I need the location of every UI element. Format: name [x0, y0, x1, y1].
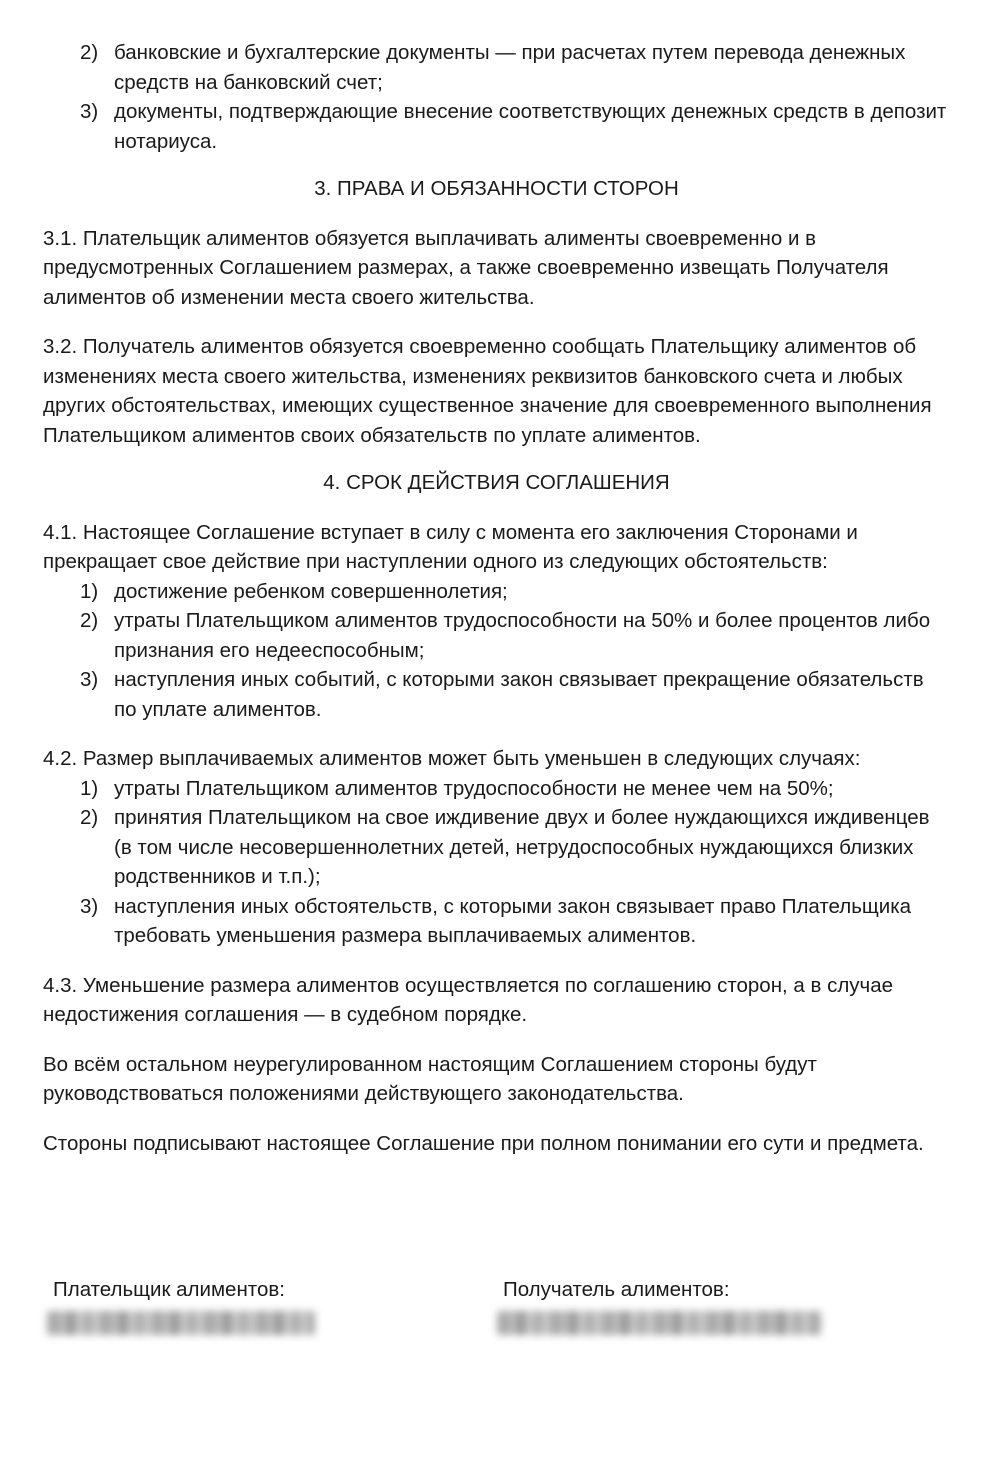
closing-paragraph-1: Во всём остальном неурегулированном настоящим Соглашением стороны будут руководствоваться положениями действующего законодательства.: [43, 1052, 817, 1105]
list-item: [43, 892, 950, 951]
signature-block: [53, 1275, 953, 1335]
clause-4-2: 4.2. Размер выплачиваемых алиментов может быть уменьшен в следующих случаях:: [43, 747, 861, 770]
list-item-text: документы, подтверждающие внесение соответствующих денежных средств в депозит нотариуса.: [114, 100, 947, 153]
list-item-text: наступления иных обстоятельств, с которыми закон связывает право Плательщика требовать уменьшения размера выплачиваемых алиментов.: [114, 894, 912, 947]
list-item: [43, 803, 950, 892]
recipient-name-redacted: [497, 1311, 821, 1335]
clause-4-2-block: [43, 744, 950, 951]
list-item-number: 2): [80, 609, 99, 632]
section-4-title: 4. СРОК ДЕЙСТВИЯ СОГЛАШЕНИЯ: [323, 471, 670, 494]
list-item-text: принятия Плательщиком на свое иждивение двух и более нуждающихся иждивенцев (в том числе несовершеннолетних детей, нетрудоспособных нуждающихся близких родственников и т.п.);: [114, 806, 930, 888]
payer-signature: [53, 1275, 503, 1335]
list-item-number: 3): [80, 668, 99, 691]
list-item-number: 2): [80, 41, 99, 64]
list-item-text: утраты Плательщиком алиментов трудоспособности не менее чем на 50%;: [114, 776, 834, 800]
clause-3-1: 3.1. Плательщик алиментов обязуется выплачивать алименты своевременно и в предусмотренных Соглашением размерах, а также своевременно извещать Получателя алиментов об изменении места своего жительства.: [43, 226, 889, 309]
recipient-label: Получатель алиментов:: [503, 1278, 730, 1301]
list-item: [43, 577, 950, 607]
list-item-number: 3): [80, 100, 99, 123]
list-item-text: наступления иных событий, с которыми закон связывает прекращение обязательств по уплате алиментов.: [114, 668, 924, 721]
list-item-number: 3): [80, 894, 99, 918]
list-item-text: утраты Плательщиком алиментов трудоспособности на 50% и более процентов либо признания его недееспособным;: [114, 609, 931, 662]
list-item-number: 1): [80, 776, 99, 800]
clause-4-2-list: [43, 774, 950, 951]
recipient-signature: [503, 1275, 953, 1335]
list-item-text: банковские и бухгалтерские документы — при расчетах путем перевода денежных средств на банковский счет;: [114, 41, 906, 94]
list-item-text: достижение ребенком совершеннолетия;: [114, 579, 508, 603]
list-item: [43, 774, 950, 804]
list-item: [43, 38, 950, 97]
list-item-number: 2): [80, 806, 99, 829]
list-item-number: 1): [80, 579, 99, 603]
list-item: [43, 97, 950, 156]
payer-label: Плательщик алиментов:: [53, 1278, 285, 1301]
clause-4-1: 4.1. Настоящее Соглашение вступает в силу с момента его заключения Сторонами и прекращает свое действие при наступлении одного из следующих обстоятельств:: [43, 520, 858, 573]
top-list: [43, 38, 950, 156]
payer-name-redacted: [47, 1311, 315, 1335]
clause-4-1-list: [43, 577, 950, 725]
clause-4-1-block: [43, 518, 950, 725]
list-item: [43, 665, 950, 724]
top-list-block: [43, 38, 950, 156]
list-item: [43, 606, 950, 665]
closing-paragraph-2: Стороны подписывают настоящее Соглашение при полном понимании его сути и предмета.: [43, 1131, 924, 1155]
clause-3-2: 3.2. Получатель алиментов обязуется своевременно сообщать Плательщику алиментов об изменениях места своего жительства, изменениях реквизитов банковского счета и любых других обстоятельствах, имеющих существенное значение для своевременного выполнения Плательщиком алиментов своих обязательств по уплате алиментов.: [43, 335, 932, 447]
section-3-title: 3. ПРАВА И ОБЯЗАННОСТИ СТОРОН: [314, 177, 679, 200]
clause-4-3: 4.3. Уменьшение размера алиментов осуществляется по соглашению сторон, а в случае недостижения соглашения — в судебном порядке.: [43, 973, 894, 1026]
